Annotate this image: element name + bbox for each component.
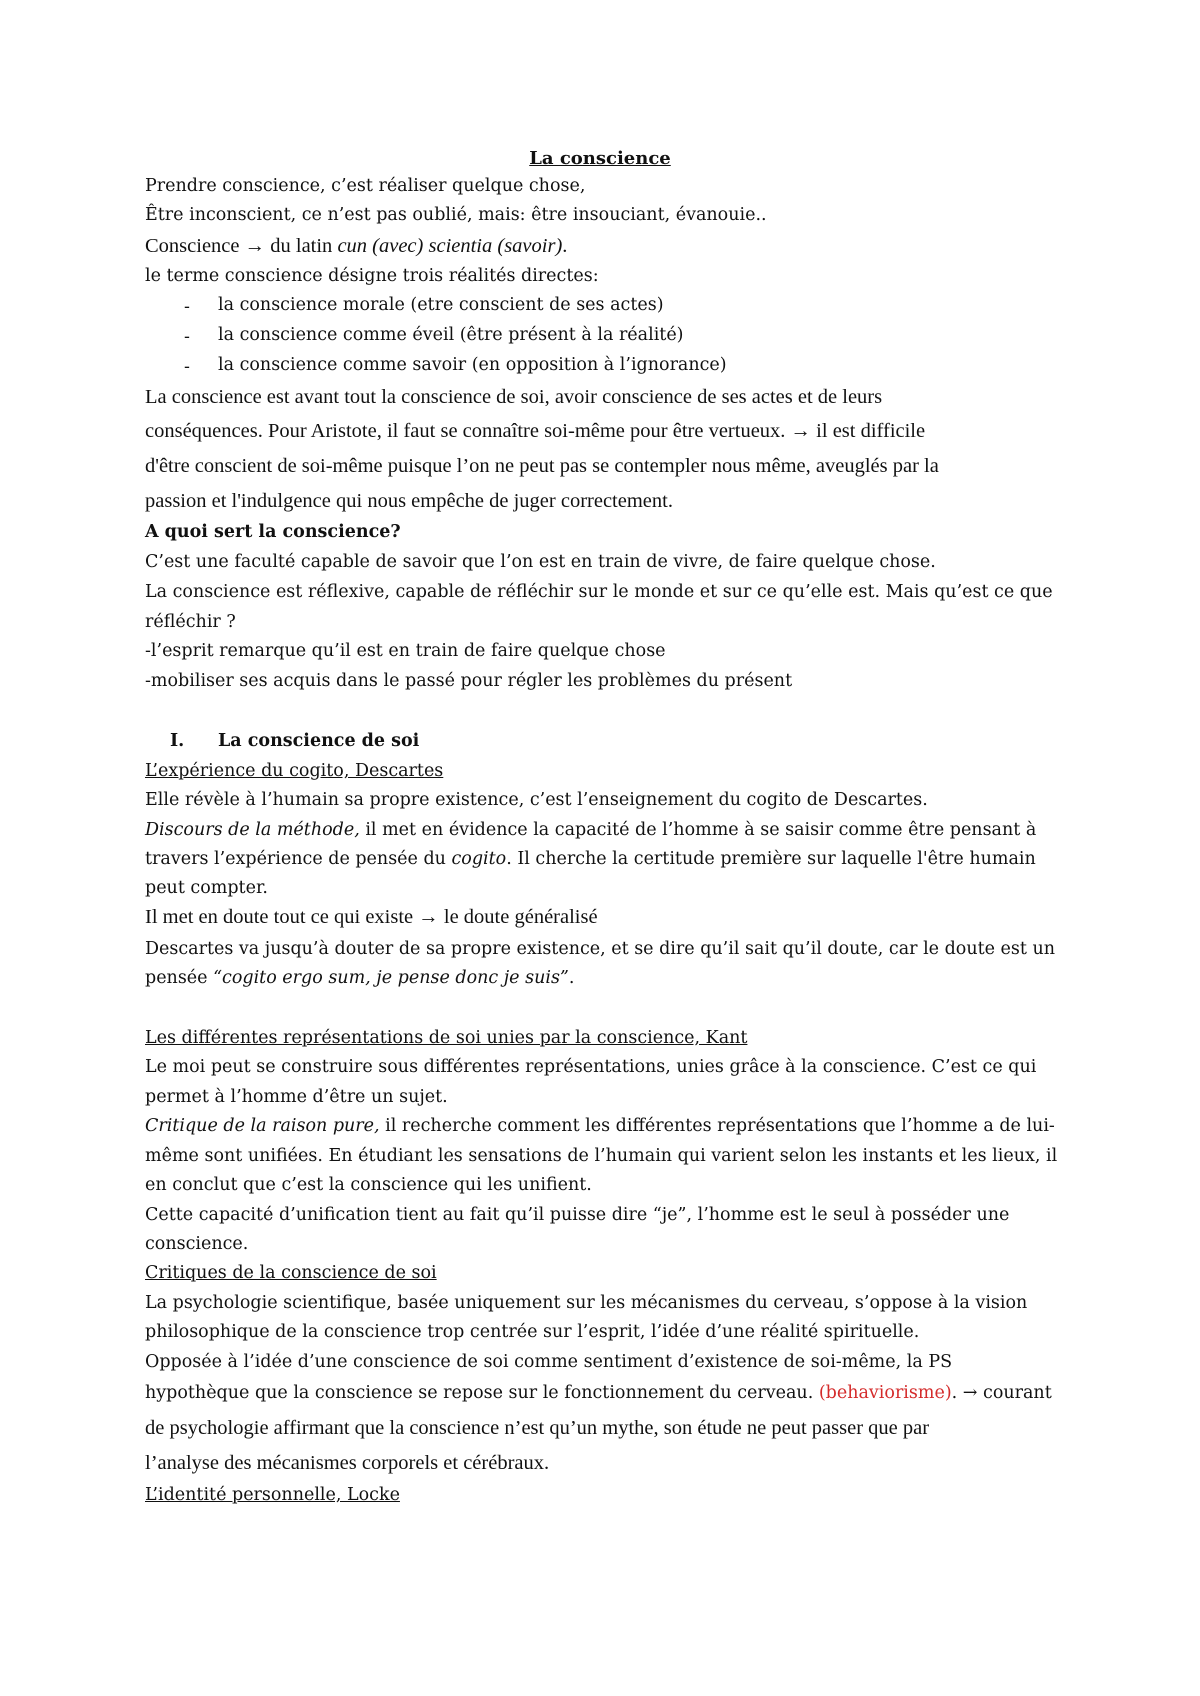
- kant-line-5: en conclut que c’est la conscience qui les unifient.: [145, 1175, 592, 1195]
- descartes-line-6: Descartes va jusqu’à douter de sa propre existence, et se dire qu’il sait qu’il doute, car le doute est un: [145, 939, 1056, 959]
- kant-line-7: conscience.: [145, 1234, 249, 1254]
- behaviorism-term: (behaviorisme): [818, 1383, 952, 1403]
- descartes-heading: L’expérience du cogito, Descartes: [145, 761, 444, 781]
- page-title: La conscience: [529, 148, 671, 169]
- bullet-item: la conscience comme savoir (en opposition à l’ignorance): [218, 355, 727, 375]
- kant-heading: Les différentes représentations de soi unies par la conscience, Kant: [145, 1028, 748, 1048]
- critiques-line-4: [145, 1385, 1052, 1403]
- descartes-line-1: Elle révèle à l’humain sa propre existence, c’est l’enseignement du cogito de Descartes.: [145, 790, 928, 810]
- critiques-text: hypothèque que la conscience se repose sur le fonctionnement du cerveau.: [145, 1383, 819, 1403]
- intro-line-4: le terme conscience désigne trois réalités directes:: [145, 266, 599, 286]
- quoi-line-2: La conscience est réflexive, capable de réfléchir sur le monde et sur ce qu’elle est. Mais qu’est ce que: [145, 582, 1053, 602]
- soi-line-1: La conscience est avant tout la conscience de soi, avoir conscience de ses actes et de leurs: [145, 386, 883, 408]
- bullet-item: la conscience comme éveil (être présent à la réalité): [218, 325, 684, 345]
- etymology-text: Conscience → du latin: [145, 235, 338, 257]
- soi-line-2: conséquences. Pour Aristote, il faut se connaître soi-même pour être vertueux. → il est difficile: [145, 420, 926, 442]
- soi-line-3: d'être conscient de soi-même puisque l’on ne peut pas se contempler nous même, aveuglés par la: [145, 455, 939, 477]
- bullet-marker: -: [184, 327, 190, 347]
- critiques-line-1: La psychologie scientifique, basée uniquement sur les mécanismes du cerveau, s’oppose à la vision: [145, 1293, 1028, 1313]
- descartes-line-3: [145, 851, 1036, 869]
- bullet-item: la conscience morale (etre conscient de ses actes): [218, 295, 664, 315]
- soi-line-4: passion et l'indulgence qui nous empêche de juger correctement.: [145, 490, 673, 512]
- descartes-text: travers l’expérience de pensée du: [145, 849, 452, 869]
- kant-line-3: [145, 1118, 1055, 1136]
- quoi-line-5: -mobiliser ses acquis dans le passé pour régler les problèmes du présent: [145, 671, 793, 691]
- quoi-line-3: réfléchir ?: [145, 612, 236, 632]
- descartes-text: il met en évidence la capacité de l’homme à se saisir comme être pensant à: [359, 820, 1037, 840]
- etymology-period: .: [562, 235, 568, 257]
- critiques-line-3: Opposée à l’idée d’une conscience de soi comme sentiment d’existence de soi-même, la PS: [145, 1352, 953, 1372]
- descartes-line-4: peut compter.: [145, 878, 268, 898]
- descartes-text: .: [568, 968, 575, 988]
- section-number: I.: [170, 731, 185, 751]
- quoi-line-4: -l’esprit remarque qu’il est en train de faire quelque chose: [145, 641, 666, 661]
- kant-line-1: Le moi peut se construire sous différentes représentations, unies grâce à la conscience. C’est ce qui: [145, 1057, 1037, 1077]
- descartes-line-7: [145, 970, 574, 988]
- book-title: Discours de la méthode,: [145, 820, 360, 840]
- intro-line-3: [145, 236, 567, 257]
- bullet-marker: -: [184, 297, 190, 317]
- descartes-line-2: [145, 822, 1036, 840]
- descartes-text: pensée: [145, 968, 214, 988]
- kant-line-4: même sont unifiées. En étudiant les sensations de l’humain qui varient selon les instants et les lieux, il: [145, 1146, 1058, 1166]
- descartes-text: . Il cherche la certitude première sur laquelle l'être humain: [506, 849, 1036, 869]
- critiques-line-6: l’analyse des mécanismes corporels et cérébraux.: [145, 1452, 550, 1474]
- etymology-latin: cun (avec) scientia (savoir): [337, 235, 563, 257]
- descartes-line-5: Il met en doute tout ce qui existe → le doute généralisé: [145, 906, 598, 928]
- locke-heading: L’identité personnelle, Locke: [145, 1485, 400, 1505]
- critiques-line-5: de psychologie affirmant que la conscience n’est qu’un mythe, son étude ne peut passer que par: [145, 1417, 930, 1439]
- critiques-heading: Critiques de la conscience de soi: [145, 1263, 437, 1283]
- quoi-heading: A quoi sert la conscience?: [145, 522, 401, 542]
- bullet-marker: -: [184, 357, 190, 377]
- book-title: Critique de la raison pure,: [145, 1116, 380, 1136]
- kant-text: il recherche comment les différentes représentations que l’homme a de lui-: [379, 1116, 1055, 1136]
- critiques-text: . → courant: [951, 1383, 1052, 1403]
- critiques-line-2: philosophique de la conscience trop centrée sur l’esprit, l’idée d’une réalité spirituelle.: [145, 1322, 920, 1342]
- cogito-quote: “cogito ergo sum, je pense donc je suis”: [213, 968, 569, 988]
- section-heading: La conscience de soi: [218, 731, 420, 751]
- cogito-term: cogito: [451, 849, 507, 869]
- kant-line-6: Cette capacité d’unification tient au fait qu’il puisse dire “je”, l’homme est le seul à posséder une: [145, 1205, 1010, 1225]
- quoi-line-1: C’est une faculté capable de savoir que l’on est en train de vivre, de faire quelque chose.: [145, 552, 936, 572]
- kant-line-2: permet à l’homme d’être un sujet.: [145, 1087, 448, 1107]
- intro-line-1: Prendre conscience, c’est réaliser quelque chose,: [145, 176, 586, 196]
- intro-line-2: Être inconscient, ce n’est pas oublié, mais: être insouciant, évanouie..: [145, 205, 767, 225]
